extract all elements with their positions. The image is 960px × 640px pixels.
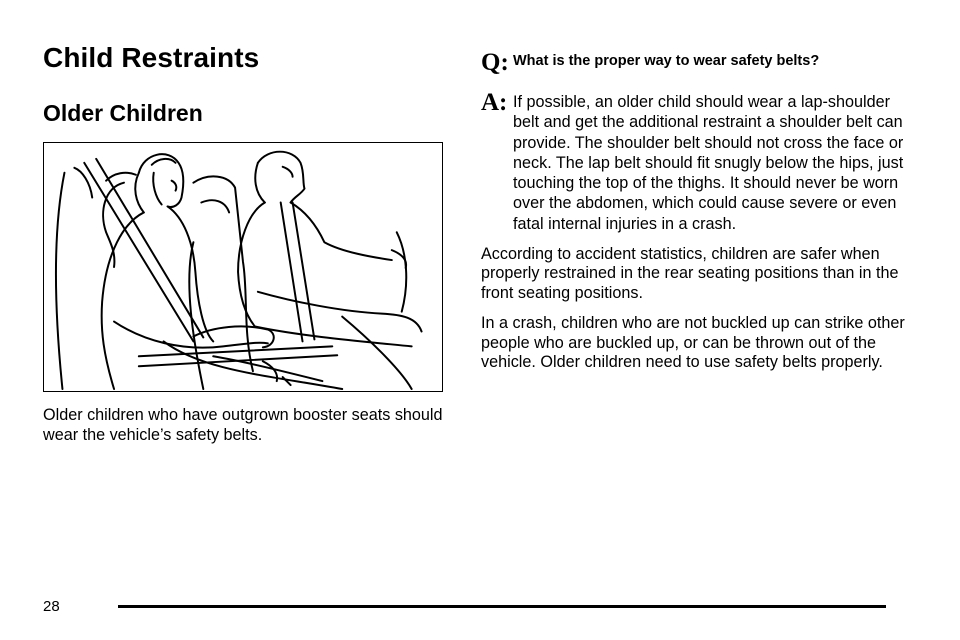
page-title: Child Restraints xyxy=(43,42,260,73)
figure-caption: Older children who have outgrown booster seats should wear the vehicle’s safety belts. xyxy=(43,406,443,444)
front-seat-outline xyxy=(193,176,253,371)
child-lap-belt xyxy=(139,346,332,356)
answer-block xyxy=(481,89,911,234)
adult-shoulder-belt xyxy=(281,203,303,342)
page-number: 28 xyxy=(43,598,60,615)
paragraph-accident-statistics: According to accident statistics, children are safer when properly restrained in the rear seating positions than in the front seating positions. xyxy=(481,245,899,302)
question-text: What is the proper way to wear safety belts? xyxy=(513,53,820,69)
adult-torso xyxy=(238,203,265,327)
rear-seat-outline xyxy=(56,173,65,389)
answer-marker: A: xyxy=(481,89,508,116)
question-block xyxy=(481,49,911,76)
line-drawing-two-passengers xyxy=(44,143,442,391)
paragraph-unbuckled-children: In a crash, children who are not buckled up can strike other people who are buckled up, or can be thrown out of the vehicle. Older children need to use safety belts properly. xyxy=(481,314,905,372)
child-head xyxy=(139,154,184,207)
child-shoulder-belt xyxy=(84,163,193,342)
section-title: Older Children xyxy=(43,100,203,126)
illustration-belted-passengers xyxy=(43,142,443,392)
answer-text: If possible, an older child should wear a lap-shoulder belt and get the additional restraint a shoulder belt can provide. The shoulder belt should not cross the face or neck. The lap belt should fit snugly below the hips, just touching the top of the thighs. It should never be worn over the abdomen, which could cause severe or even fatal internal injuries in a crash. xyxy=(513,93,904,233)
right-column xyxy=(481,49,911,373)
steering-wheel xyxy=(397,232,407,311)
footer-rule xyxy=(118,605,886,608)
adult-head xyxy=(258,152,305,203)
left-column xyxy=(43,40,453,445)
question-marker: Q: xyxy=(481,49,509,76)
